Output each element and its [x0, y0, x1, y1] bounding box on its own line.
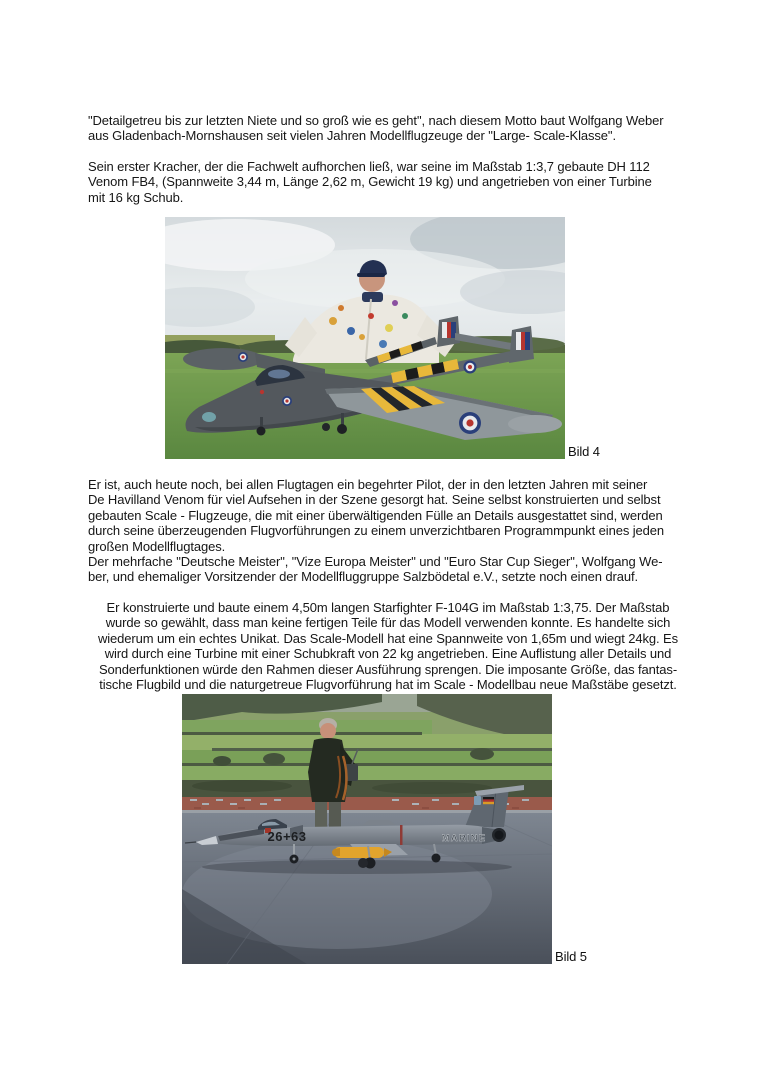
page-content: [88, 113, 688, 964]
text-line: Der mehrfache "Deutsche Meister", "Vize Europa Meister" und "Euro Star Cup Sieger", Wolfgang We-: [88, 554, 663, 570]
text-line: mit 16 kg Schub.: [88, 189, 184, 205]
paragraph-motto: [88, 113, 688, 144]
text-line: Sein erster Kracher, der die Fachwelt aufhorchen ließ, war seine im Maßstab 1:3,7 gebaute DH 112: [88, 158, 650, 174]
landscape-background: [182, 694, 552, 799]
text-line: ber, und ehemaliger Vorsitzender der Modellfluggruppe Salzbödetal e.V., setzte noch einen drauf.: [88, 569, 639, 585]
text-line: Er ist, auch heute noch, bei allen Flugtagen ein begehrter Pilot, der in den letzten Jahren mit seiner: [88, 477, 648, 493]
photo-starfighter-model: [182, 694, 552, 964]
figure-caption-bild-4: Bild 4: [568, 444, 600, 460]
paragraph-venom: [88, 159, 688, 205]
text-line: Venom FB4, (Spannweite 3,44 m, Länge 2,62 m, Gewicht 19 kg) und angetrieben von einer Turbine: [88, 174, 652, 190]
text-line: wird durch eine Turbine mit einer Schubkraft von 22 kg angetrieben. Eine Auflistung aller Details und: [104, 646, 672, 662]
text-line: "Detailgetreu bis zur letzten Niete und so groß wie es geht", nach diesem Motto baut Wolfgang Weber: [88, 113, 664, 128]
text-line: großen Modellflugtages.: [88, 538, 226, 554]
text-line: aus Gladenbach-Mornshausen seit vielen Jahren Modellflugzeuge der "Large- Scale-Klasse".: [88, 128, 616, 144]
paragraph-starfighter: [88, 600, 688, 692]
text-line: wurde so gewählt, dass man keine fertigen Teile für das Modell verwenden konnte. Es handelte sich: [105, 615, 671, 631]
text-line: wiederum um ein echtes Unikat. Das Scale-Modell hat eine Spannweite von 1,65m und wiegt 24kg. Es: [97, 630, 679, 646]
text-line: De Havilland Venom für viel Aufsehen in der Szene gesorgt hat. Seine selbst konstruierten und selbst: [88, 492, 661, 508]
figure-caption-bild-5: Bild 5: [555, 949, 587, 965]
text-line: durch seine überzeugenden Flugvorführungen zu einem unverzichtbaren Programmpunkt eines jeden: [88, 523, 665, 539]
photo-venom-model: [165, 217, 565, 459]
text-line: Sonderfunktionen würde den Rahmen dieser Ausführung sprengen. Die imposante Größe, das fantas-: [98, 661, 678, 677]
text-line: Er konstruierte und baute einem 4,50m langen Starfighter F-104G im Maßstab 1:3,75. Der Maßstab: [106, 599, 670, 615]
figure-bild-5: [182, 694, 688, 964]
paragraph-pilot: [88, 477, 688, 585]
photo-text-aircraft-code: 26+63: [267, 829, 307, 845]
photo-text-marine: MARINE: [441, 833, 487, 845]
text-line: tische Flugbild und die naturgetreue Flugvorführung hat im Scale - Modellbau neue Maßstäbe gesetzt.: [99, 676, 677, 692]
text-line: gebauten Scale - Flugzeuge, die mit einer überwältigenden Fülle an Details ausgestattet sind, werden: [88, 507, 663, 523]
figure-bild-4: [165, 217, 688, 459]
